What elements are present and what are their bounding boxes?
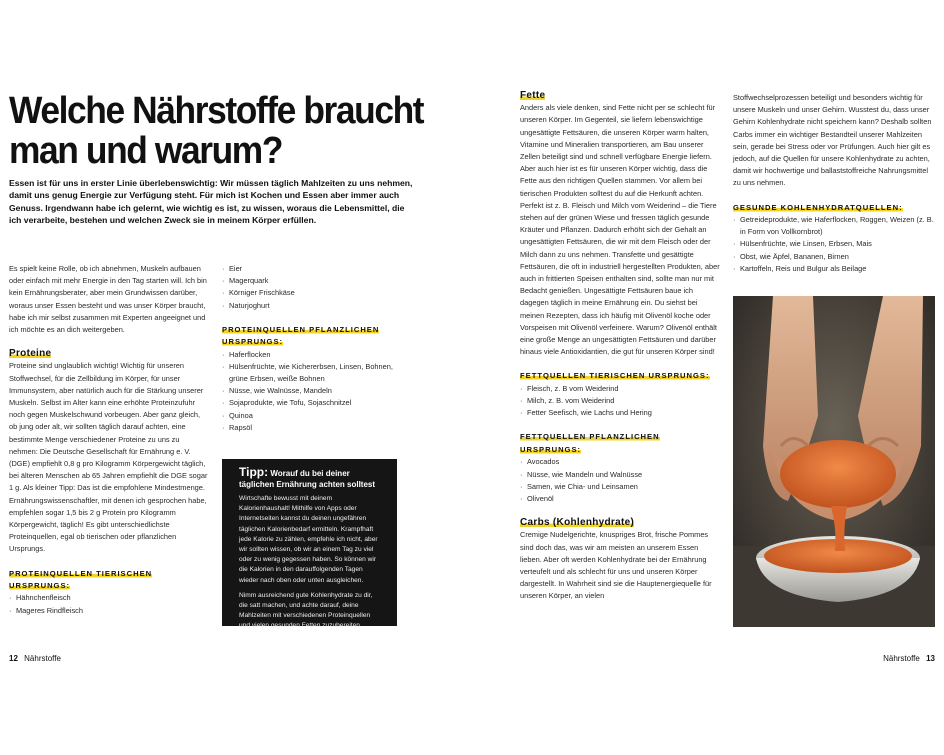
lentils-photo xyxy=(733,296,935,627)
lead-paragraph: Essen ist für uns in erster Linie überlebenswichtig: Wir müssen täglich Mahlzeiten zu uns nehmen, damit uns genug Energie zur Verfügung steht. Für mich ist Kochen und Essen aber immer auch Genuss. Irgendwann habe ich gelernt, wie wichtig es ist, zu wissen, woraus die Lebensmittel, die ich verarbeite, bestehen und welchen Zweck sie in meinem Körper erfüllen. xyxy=(9,178,413,226)
protein-tierisch-list-cont xyxy=(222,263,400,312)
list-item: · Nüsse, wie Mandeln und Walnüsse xyxy=(520,469,720,481)
footer-label-left: Nährstoffe xyxy=(24,654,61,663)
list-item: · Sojaprodukte, wie Tofu, Sojaschnitzel xyxy=(222,397,400,409)
fette-heading: Fette xyxy=(520,90,546,101)
protein-tierisch-heading: PROTEINQUELLEN TIERISCHEN URSPRUNGS: xyxy=(9,568,153,591)
page-title: Welche Nährstoffe braucht man und warum? xyxy=(9,90,424,172)
tip-box xyxy=(222,459,397,630)
list-item: · Avocados xyxy=(520,456,720,468)
tip-label: Tipp: xyxy=(239,465,269,479)
list-item: · Hülsenfrüchte, wie Kichererbsen, Linsen, Bohnen, grüne Erbsen, weiße Bohnen xyxy=(222,361,400,385)
lentils-photo-image xyxy=(733,296,935,627)
protein-pflanzlich-list xyxy=(222,349,400,434)
list-item: · Magerquark xyxy=(222,275,400,287)
proteine-heading: Proteine xyxy=(9,348,52,360)
footer-right xyxy=(883,654,935,663)
tip-paragraph-1: Wirtschafte bewusst mit deinem Kalorienhaushalt! Mithilfe von Apps oder Internetseiten kannst du deinen ungefähren täglichen Kalorienbedarf ermitteln. Krampfhaft jede Kalorie zu zählen, empfehle ich nicht, aber wir sollten wissen, ob wir an einem Tag zu viel oder zu wenig gegessen haben. So können wir die Kalorien in den darauffolgenden Tagen wieder nach oben oder unten ausgleichen. xyxy=(239,495,378,584)
protein-tierisch-list xyxy=(9,592,210,616)
page-number-left: 12 xyxy=(9,654,18,663)
list-item: · Hülsenfrüchte, wie Linsen, Erbsen, Mais xyxy=(733,238,935,250)
footer-label-right: Nährstoffe xyxy=(883,654,920,663)
column-2 xyxy=(222,263,400,434)
tip-paragraph-2: Nimm ausreichend gute Kohlenhydrate zu dir, die satt machen, und achte darauf, deine Mahlzeiten mit verschiedenen Proteinquellen und vielen gesunden Fetten zuzubereiten. xyxy=(239,591,373,630)
fett-tierisch-heading: FETTQUELLEN TIERISCHEN URSPRUNGS: xyxy=(520,371,710,381)
proteine-paragraph: Proteine sind unglaublich wichtig! Wichtig für unseren Stoffwechsel, für die Zellbildung im Körper, für unser Immunsystem, aber natürlich auch für die Stärkung unserer Muskeln. Selbst im Alter kann eine erhöhte Proteinzufuhr noch gegen Muskelschwund vorbeugen. Aber ganz gleich, ob jung oder alt, wir sollten täglich darauf achten, eine bestimmte Menge verschiedener Proteine zu uns zu nehmen: Die Deutsche Gesellschaft für Ernährung e. V. (DGE) empfiehlt 0,8 g pro Kilogramm Körpergewicht täglich, bei älteren Menschen ab 65 Jahren empfiehlt die DGE sogar 1 g. Als kleiner Tipp: Das ist die empfohlene Mindestmenge. Ernährungswissenschaftler, mit denen ich gesprochen habe, empfehlen sogar 1,5 bis 2 g Protein pro Kilogramm Körpergewicht, täglich! Es gibt unterschiedlichste Proteinquellen, egal ob tierischen oder pflanzlichen Ursprungs. xyxy=(9,361,208,554)
list-item: · Körniger Frischkäse xyxy=(222,287,400,299)
column-3 xyxy=(520,90,720,603)
tip-heading: Worauf du bei deiner täglichen Ernährung achten solltest xyxy=(239,469,376,489)
list-item: · Obst, wie Äpfel, Bananen, Birnen xyxy=(733,251,935,263)
list-item: · Rapsöl xyxy=(222,422,400,434)
fett-tierisch-list xyxy=(520,383,720,420)
carbs-heading: Carbs (Kohlenhydrate) xyxy=(520,517,635,529)
protein-pflanzlich-heading: PROTEINQUELLEN PFLANZLICHEN URSPRUNGS: xyxy=(222,324,380,347)
list-item: · Hähnchenfleisch xyxy=(9,592,210,604)
list-item: · Naturjoghurt xyxy=(222,300,400,312)
list-item: · Mageres Rindfleisch xyxy=(9,605,210,617)
list-item: · Fetter Seefisch, wie Lachs und Hering xyxy=(520,407,720,419)
carbs-paragraph: Cremige Nudelgerichte, knuspriges Brot, frische Pommes sind doch das, was wir am meisten an unserem Essen lieben. Aber oft werden Kohlenhydrate bei der Ernährung verteufelt und als schlecht für uns und unseren Körper dargestellt. In Wahrheit sind sie die Hauptenergiequelle für unseren Körper, an vielen xyxy=(520,530,712,601)
carb-sources-list xyxy=(733,214,935,275)
list-item: · Samen, wie Chia- und Leinsamen xyxy=(520,481,720,493)
list-item: · Getreideprodukte, wie Haferflocken, Roggen, Weizen (z. B. in Form von Vollkornbrot) xyxy=(733,214,935,238)
tip-title xyxy=(239,467,380,490)
intro-paragraph: Es spielt keine Rolle, ob ich abnehmen, Muskeln aufbauen oder einfach mit mehr Energie in den Tag starten will. Ich bin kein Ernährungsberater, aber mein Grundwissen darüber, woraus unser Essen besteht und was unser Körper braucht, habe ich mir selbst zusammen mit Experten angeeignet und ich möchte es an dich weitergeben. xyxy=(9,264,207,335)
footer-left xyxy=(9,654,61,663)
list-item: · Nüsse, wie Walnüsse, Mandeln xyxy=(222,385,400,397)
list-item: · Quinoa xyxy=(222,410,400,422)
list-item: · Olivenöl xyxy=(520,493,720,505)
page-number-right: 13 xyxy=(926,654,935,663)
fette-paragraph: Anders als viele denken, sind Fette nicht per se schlecht für unseren Körper. Im Gegenteil, sie liefern lebenswichtige ungesättigte Fettsäuren, die unseren Körper warm halten, Vitamine und Mineralien transportieren, am Bau unserer Zellen beteiligt sind und schnell verfügbare Energie liefern. Aber auch hier ist es für unseren Körper wichtig, dass die Fette aus den richtigen Quellen stammen. Vor allem bei tierischen Produkten solltest du auf die Herkunft achten. Perfekt ist z. B. Fleisch und Milch vom Weiderind – die Tiere stehen auf der grünen Wiese und fressen täglich gesunde Kräuter und Pflanzen. Dadurch erhöht sich der Gehalt an ungesättigten Fettsäuren, die wir mit dem Fleisch oder der Milch dann zu uns nehmen. Transfette und gesättigte Fettsäuren, die oft in industriell hergestellten Produkten, aber auch in frittierten Speisen enthalten sind, sollte man nur mit Bedacht genießen. Ungesättigte Fettsäuren baue ich dagegen täglich in meine Ernährung ein. Du siehst bei meinen Rezepten, dass ich häufig mit Olivenöl koche oder Vorspeisen mit Olivenöl verfeinere. Warum? Olivenöl enthält eine große Menge an ungesättigten Fettsäuren und darüber hinaus viele Antioxidantien, die gut für unseren Körper sind! xyxy=(520,103,720,357)
list-item: · Kartoffeln, Reis und Bulgur als Beilage xyxy=(733,263,935,275)
column-4 xyxy=(733,92,935,275)
carbs-paragraph-cont: Stoffwechselprozessen beteiligt und besonders wichtig für unsere Muskeln und unser Gehirn. Wusstest du, dass unser Gehirn Kohlenhydrate nicht speichern kann? Deshalb sollten Carbs immer ein wichtiger Bestandteil unserer Mahlzeiten sein, gerade bei Stress oder vor Prüfungen. Auch hier gilt es jedoch, auf die Quellen für unsere Kohlenhydrate zu achten, damit wir hochwertige und ballaststoffreiche Nahrungsmittel zu uns nehmen. xyxy=(733,93,932,188)
list-item: · Milch, z. B. vom Weiderind xyxy=(520,395,720,407)
column-1 xyxy=(9,263,210,617)
carb-sources-heading: GESUNDE KOHLENHYDRATQUELLEN: xyxy=(733,202,903,212)
list-item: · Fleisch, z. B vom Weiderind xyxy=(520,383,720,395)
fett-pflanzlich-heading: FETTQUELLEN PFLANZLICHEN URSPRUNGS: xyxy=(520,432,660,454)
list-item: · Haferflocken xyxy=(222,349,400,361)
list-item: · Eier xyxy=(222,263,400,275)
fett-pflanzlich-list xyxy=(520,456,720,505)
